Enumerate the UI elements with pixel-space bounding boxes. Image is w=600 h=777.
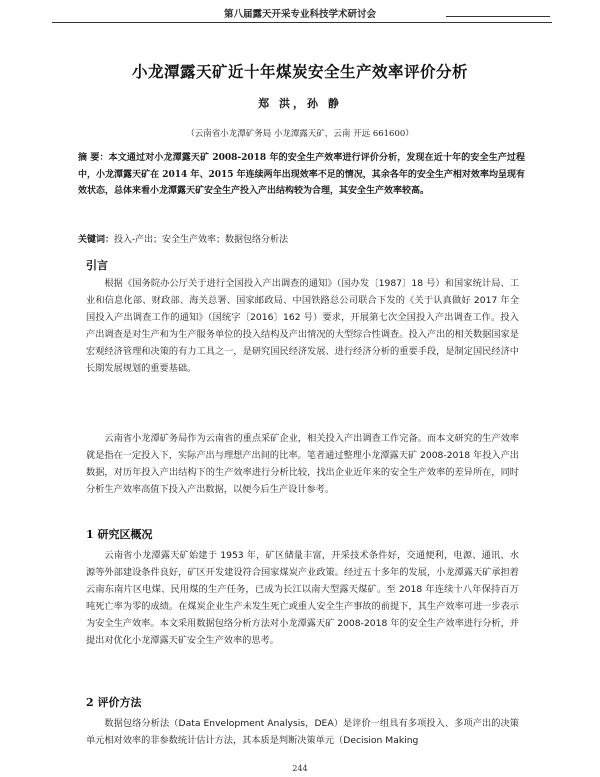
section-heading-2: 2 评价方法 xyxy=(86,696,142,709)
article-authors: 郑 洪，孙 静 xyxy=(258,97,342,110)
article-affiliation: （云南省小龙潭矿务局 小龙潭露天矿，云南 开远 661600） xyxy=(186,129,414,139)
abstract-label: 摘 要： xyxy=(78,153,109,163)
section-2-paragraph: 数据包络分析法（Data Envelopment Analysis，DEA）是评价一组具有多项投入、多项产出的决策单元相对效率的非参数统计估计方法，其本质是判断决策单元（Decision Making xyxy=(86,718,519,746)
abstract-text: 本文通过对小龙潭露天矿 2008-2018 年的安全生产效率进行评价分析，发现在近十年的安全生产过程中，小龙潭露天矿在 2014 年、2015 年连续两年出现效率不足的情况，其余各年的安全生产相对效率均呈现有效状态，总体来看小龙潭露天矿安全生产投入产出结构较为合理，其安全生产效率较高。 xyxy=(78,153,525,196)
running-header: 第八届露天开采专业科技学术研讨会 xyxy=(223,9,376,20)
section-heading-intro: 引言 xyxy=(86,259,108,272)
keywords-text: 投入-产出；安全生产效率；数据包络分析法 xyxy=(114,235,289,245)
keywords-block xyxy=(78,232,525,248)
page-number: 244 xyxy=(292,764,308,773)
intro-paragraph-1: 根据《国务院办公厅关于进行全国投入产出调查的通知》（国办发〔1987〕18 号）和国家统计局、工业和信息化部、财政部、海关总署、国家邮政局、中国铁路总公司联合下发的《关于认真做好 2017 年全国投入产出调查工作的通知》（国统字〔2016〕162 号）要求，开展第七次全国投入产出调查工作。投入产出调查是对生产和为生产服务单位的投入结构及产出情况的大型综合性调查。投入产出的相关数据国家是宏观经济管理和决策的有力工具之一，是研究国民经济发展、进行经济分析的重要手段，是制定国民经济中长期发展规划的重要基础。 xyxy=(86,278,519,374)
header-rule-tail xyxy=(446,16,550,17)
section-1-paragraph: 云南省小龙潭露天矿始建于 1953 年，矿区储量丰富，开采技术条件好，交通便利，电源、通讯、水源等外部建设条件良好，矿区开发建设符合国家煤炭产业政策。经过五十多年的发展，小龙潭露天矿承担着云南东南片区电煤、民用煤的生产任务，已成为长江以南大型露天煤矿。至 2018 年连续十八年保持百万吨死亡率为零的成绩。在煤炭企业生产未发生死亡或重人安全生产事故的前提下，其生产效率可进一步表示为安全生产效率。本文采用数据包络分析方法对小龙潭露天矿 2008-2018 年的安全生产效率进行分析，并提出对优化小龙潭露天矿安全生产效率的思考。 xyxy=(86,550,519,646)
article-title: 小龙潭露天矿近十年煤炭安全生产效率评价分析 xyxy=(131,62,468,81)
section-heading-1: 1 研究区概况 xyxy=(86,528,153,541)
header-rule xyxy=(52,22,552,23)
abstract-block xyxy=(78,150,525,200)
intro-paragraph-2: 云南省小龙潭矿务局作为云南省的重点采矿企业，相关投入产出调查工作完备。而本文研究的生产效率就是指在一定投入下，实际产出与理想产出间的比率。笔者通过整理小龙潭露天矿 2008-2018 年投入产出数据，对历年投入产出结构下的生产效率进行分析比较，找出企业近年来的安全生产效率的差异所在，同时分析生产效率高值下投入产出数据，以便今后生产设计参考。 xyxy=(86,433,519,495)
keywords-label: 关键词： xyxy=(78,235,115,245)
